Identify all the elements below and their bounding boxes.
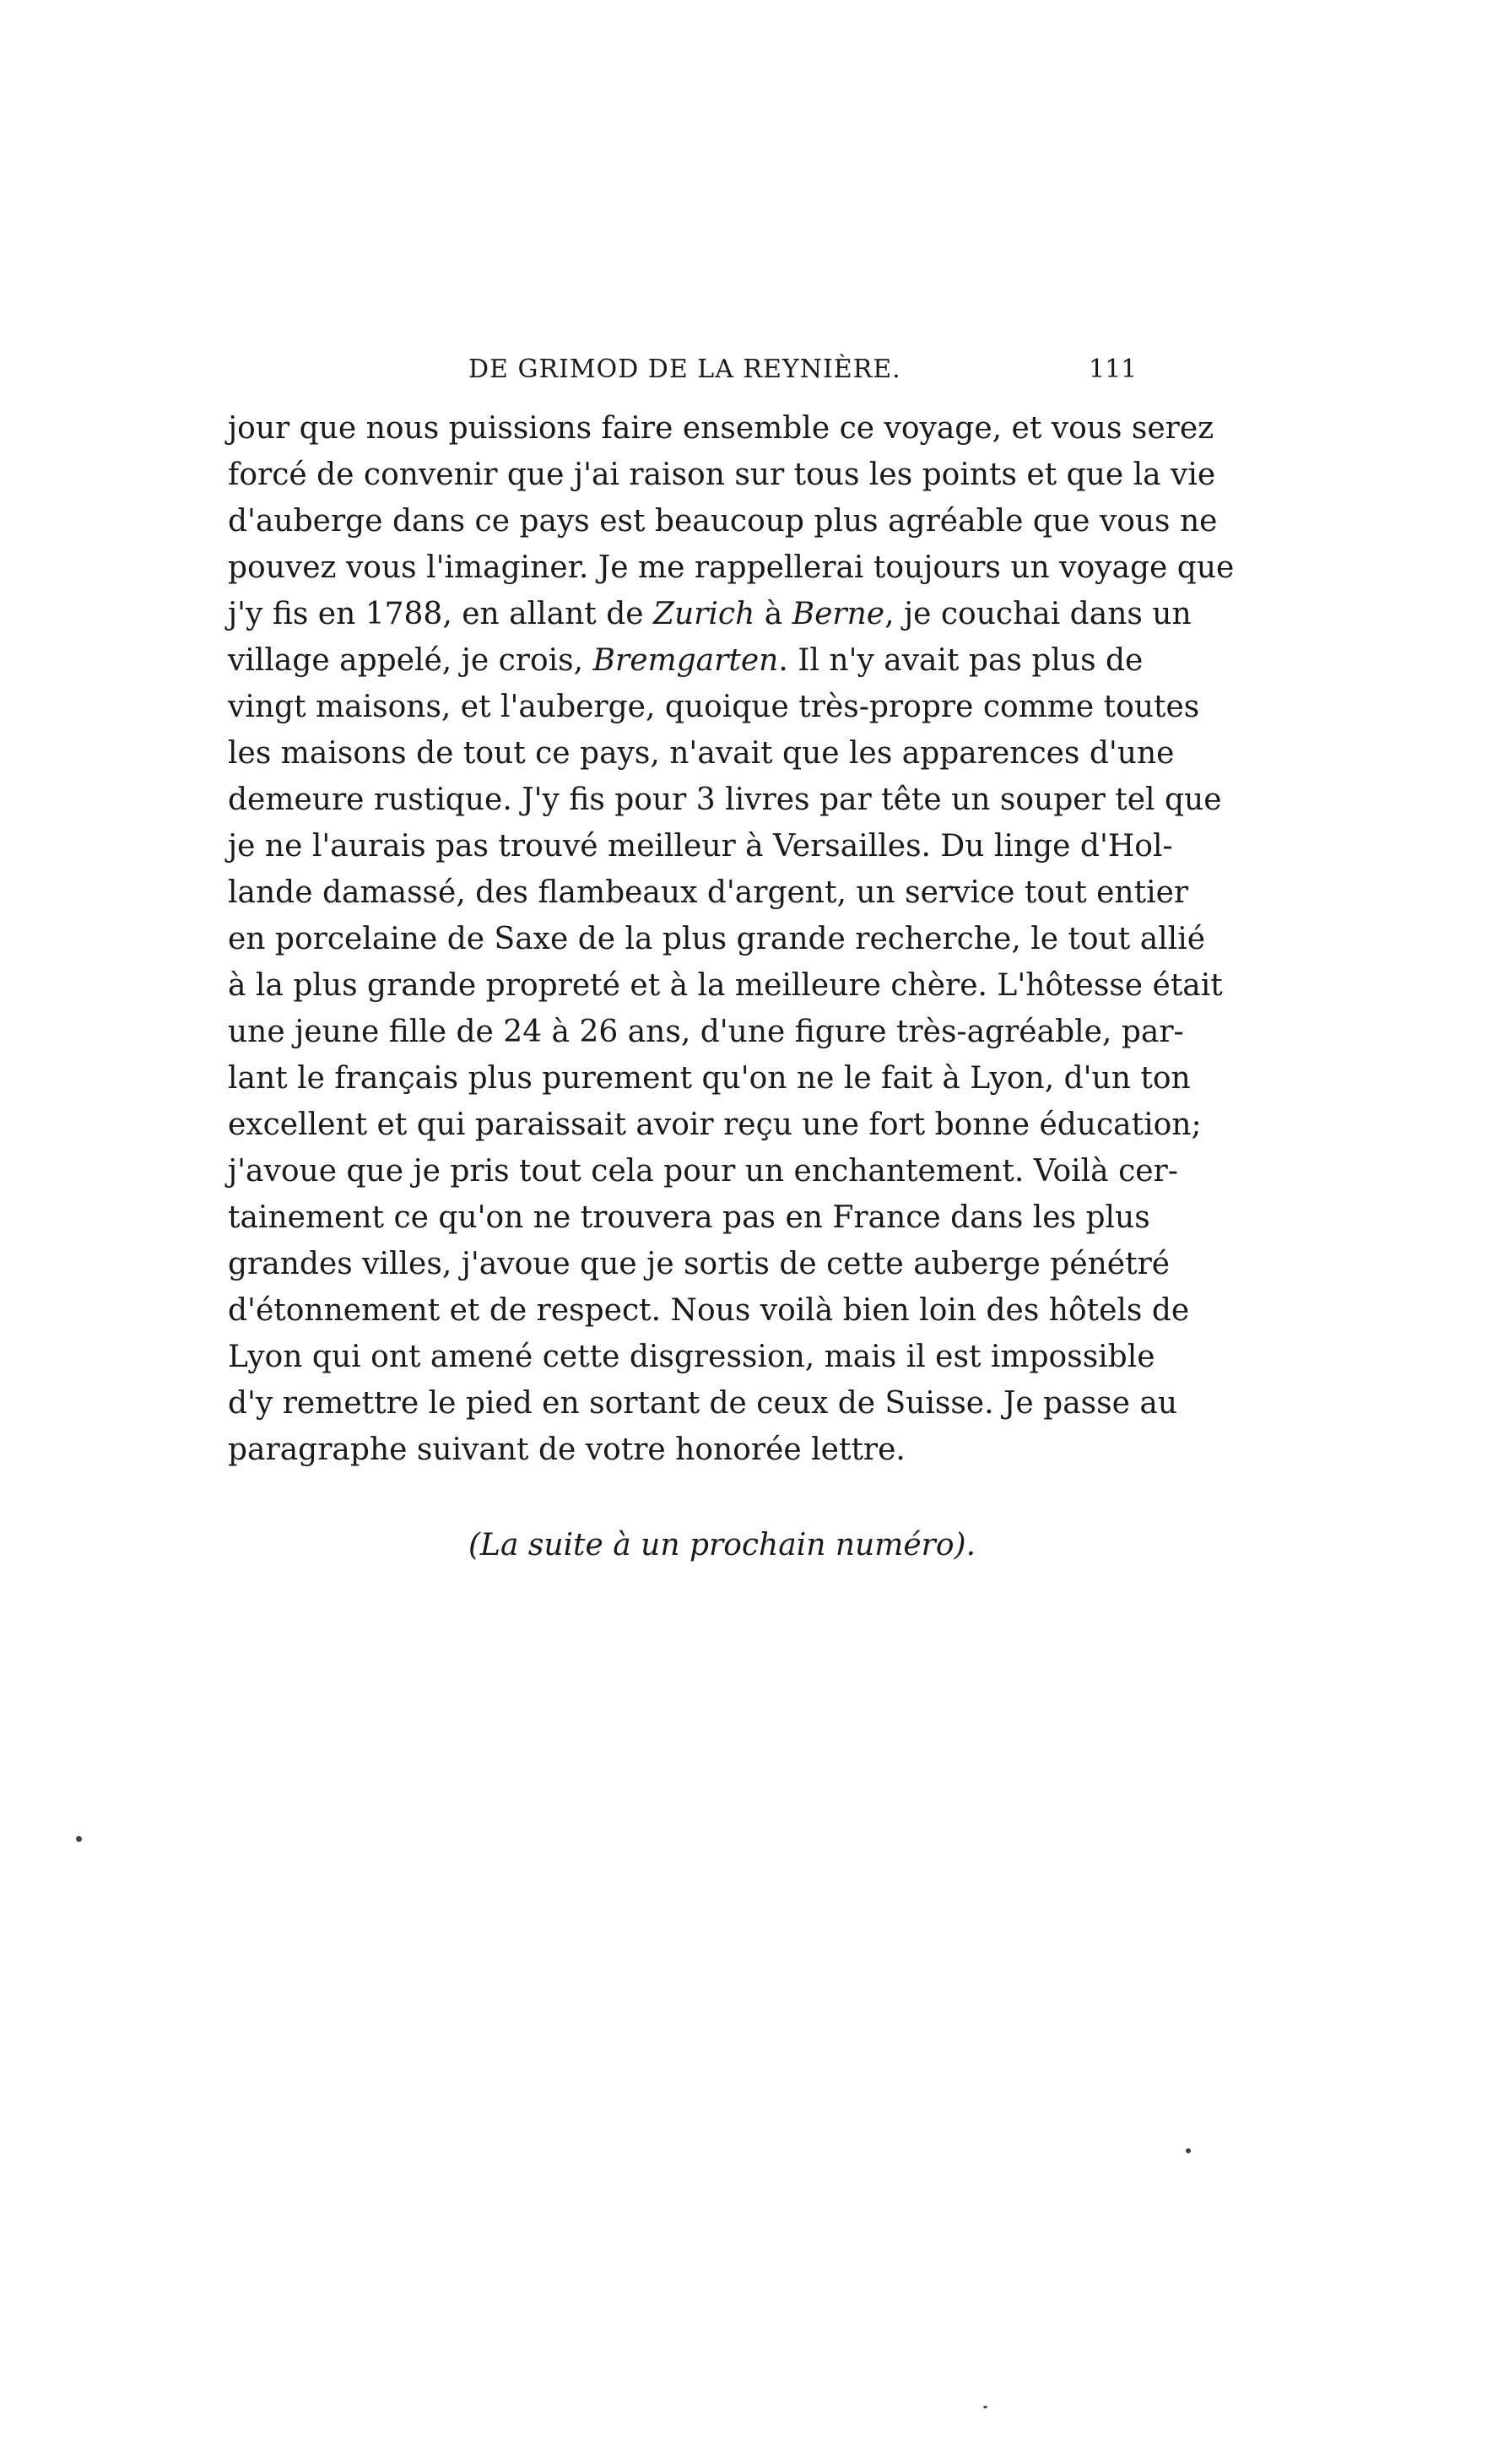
text-line: une jeune fille de 24 à 26 ans, d'une figure très-agréable, par- — [228, 1015, 1184, 1049]
text-line: excellent et qui paraissait avoir reçu une fort bonne éducation; — [228, 1107, 1202, 1142]
text-line: d'auberge dans ce pays est beaucoup plus agréable que vous ne — [228, 504, 1218, 539]
text-line: d'étonnement et de respect. Nous voilà bien loin des hôtels de — [228, 1293, 1190, 1328]
text-line: demeure rustique. J'y fis pour 3 livres par tête un souper tel que — [228, 783, 1222, 817]
text-line: en porcelaine de Saxe de la plus grande recherche, le tout allié — [228, 922, 1206, 956]
text-line: lant le français plus purement qu'on ne le fait à Lyon, d'un ton — [228, 1061, 1191, 1096]
text-segment: village appelé, je crois, — [228, 643, 593, 678]
text-segment: . Il n'y avait pas plus de — [778, 643, 1144, 678]
continuation-note: (La suite à un prochain numéro). — [468, 1528, 976, 1562]
scan-speck — [76, 1836, 82, 1842]
text-line: forcé de convenir que j'ai raison sur tous les points et que la vie — [228, 458, 1216, 492]
text-line: les maisons de tout ce pays, n'avait que les apparences d'une — [228, 736, 1175, 771]
text-segment: à — [754, 597, 792, 631]
text-segment: j'y fis en 1788, en allant de — [228, 597, 653, 631]
place-name-berne: Berne — [792, 597, 885, 631]
body-text — [228, 405, 1235, 1473]
text-line: grandes villes, j'avoue que je sortis de cette auberge pénétré — [228, 1247, 1171, 1281]
text-line: jour que nous puissions faire ensemble ce voyage, et vous serez — [228, 411, 1214, 446]
text-line: tainement ce qu'on ne trouvera pas en France dans les plus — [228, 1200, 1150, 1235]
place-name-bremgarten: Bremgarten — [592, 643, 779, 678]
text-line — [228, 591, 1192, 637]
scan-speck — [983, 2406, 987, 2408]
text-line: paragraphe suivant de votre honorée lettre. — [228, 1432, 906, 1467]
text-line: lande damassé, des flambeaux d'argent, un service tout entier — [228, 875, 1189, 910]
text-line: j'avoue que je pris tout cela pour un enchantement. Voilà cer- — [228, 1154, 1178, 1189]
text-line: pouvez vous l'imaginer. Je me rappellerai toujours un voyage que — [228, 550, 1235, 585]
text-line: d'y remettre le pied en sortant de ceux de Suisse. Je passe au — [228, 1386, 1178, 1421]
scan-speck — [1186, 2148, 1191, 2153]
text-line — [228, 637, 1144, 684]
text-segment: , je couchai dans un — [884, 597, 1192, 631]
text-line: à la plus grande propreté et à la meilleure chère. L'hôtesse était — [228, 968, 1223, 1003]
page-number: 111 — [1089, 355, 1138, 384]
text-line: je ne l'aurais pas trouvé meilleur à Versailles. Du linge d'Hol- — [228, 829, 1173, 864]
running-head: DE GRIMOD DE LA REYNIÈRE. — [468, 355, 901, 384]
place-name-zurich: Zurich — [652, 597, 755, 631]
text-line: Lyon qui ont amené cette disgression, mais il est impossible — [228, 1340, 1155, 1374]
text-line: vingt maisons, et l'auberge, quoique très-propre comme toutes — [228, 690, 1200, 724]
